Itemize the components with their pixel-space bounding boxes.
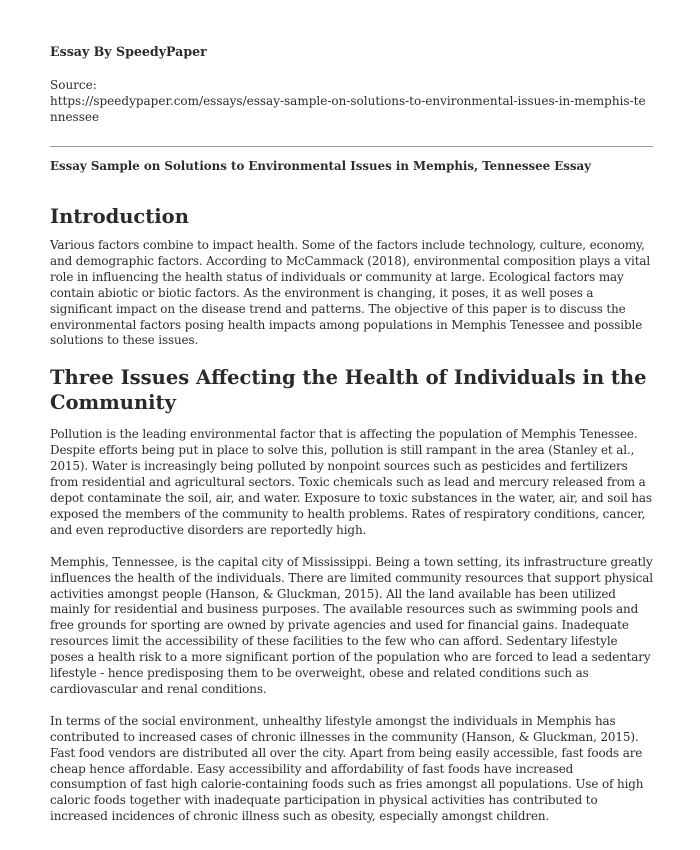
issues-paragraph-infrastructure: Memphis, Tennessee, is the capital city of Mississippi. Being a town setting, its infrastructure greatly influences the health of the individuals. There are limited community resources that support physical activities amongst people (Hanson, & Gluckman, 2015). All the land available has been utilized mainly for residential and business purposes. The available resources such as swimming pools and free grounds for sporting are owned by private agencies and used for financial gains. Inadequate resources limit the accessibility of these facilities to the few who can afford. Sedentary lifestyle poses a health risk to a more significant portion of the population who are forced to lead a sedentary lifestyle - hence predisposing them to be overweight, obese and related conditions such as cardiovascular and renal conditions.	[50, 554, 653, 696]
section-heading-issues: Three Issues Affecting the Health of Individuals in the Community	[50, 366, 647, 415]
issues-paragraph-pollution: Pollution is the leading environmental factor that is affecting the population of Memphis Tenessee. Despite efforts being put in place to solve this, pollution is still rampant in the area (Stanley et al., 2015). Water is increasingly being polluted by nonpoint sources such as pesticides and fertilizers from residential and agricultural sectors. Toxic chemicals such as lead and mercury released from a depot contaminate the soil, air, and water. Exposure to toxic substances in the water, air, and soil has exposed the members of the community to health problems. Rates of respiratory conditions, cancer, and even reproductive disorders are reportedly high.	[50, 427, 652, 537]
intro-paragraph: Various factors combine to impact health. Some of the factors include technology, culture, economy, and demographic factors. According to McCammack (2018), environmental composition plays a vital role in influencing the health status of individuals or community at large. Ecological factors may contain abiotic or biotic factors. As the environment is changing, it poses, it as well poses a significant impact on the disease trend and patterns. The objective of this paper is to discuss the environmental factors posing health impacts among populations in Memphis Tenessee and possible solutions to these issues.	[50, 238, 651, 348]
issues-paragraph-social-environment: In terms of the social environment, unhealthy lifestyle amongst the individuals in Memphis has contributed to increased cases of chronic illnesses in the community (Hanson, & Gluckman, 2015). Fast food vendors are distributed all over the city. Apart from being easily accessible, fast foods are cheap hence affordable. Easy accessibility and affordability of fast foods have increased consumption of fast high calorie-containing foods such as fries amongst all populations. Use of high caloric foods together with inadequate participation in physical activities has contributed to increased incidences of chronic illness such as obesity, especially amongst children.	[50, 713, 644, 824]
essay-title: Essay Sample on Solutions to Environmental Issues in Memphis, Tennessee Essay	[50, 159, 591, 173]
section-heading-introduction: Introduction	[50, 205, 189, 228]
document-header-title: Essay By SpeedyPaper	[50, 44, 207, 59]
source-url: https://speedypaper.com/essays/essay-sample-on-solutions-to-environmental-issues-in-memphis-tennessee	[50, 94, 646, 124]
header-divider	[50, 146, 653, 147]
source-label: Source:	[50, 78, 97, 92]
